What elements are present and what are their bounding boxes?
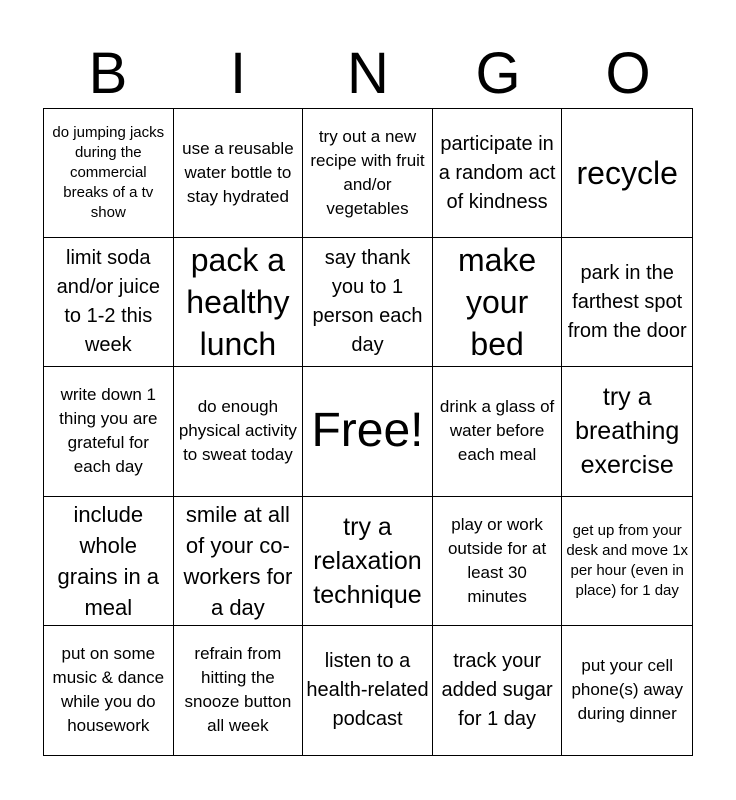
bingo-cell — [433, 238, 563, 367]
bingo-cell — [433, 626, 563, 755]
cell-text: refrain from hitting the snooze button all week — [184, 644, 292, 736]
cell-text: do jumping jacks during the commercial breaks of a tv show — [52, 124, 165, 222]
bingo-cell — [562, 626, 692, 755]
bingo-cell — [303, 109, 433, 238]
cell-text: say thank you to 1 person each day — [312, 247, 423, 357]
cell-text: limit soda and/or juice to 1-2 this week — [56, 247, 160, 357]
bingo-cell — [562, 109, 692, 238]
cell-text: drink a glass of water before each meal — [439, 397, 555, 465]
bingo-header — [43, 40, 693, 108]
bingo-cell — [562, 367, 692, 496]
bingo-cell — [44, 367, 174, 496]
cell-text: pack a healthy lunch — [186, 242, 290, 363]
cell-text: get up from your desk and move 1x per hour (even in place) for 1 day — [566, 521, 689, 599]
bingo-cell — [303, 626, 433, 755]
cell-text: use a reusable water bottle to stay hydrated — [182, 139, 294, 207]
bingo-cell — [303, 497, 433, 626]
bingo-cell — [174, 367, 304, 496]
header-letter-i: I — [229, 41, 247, 106]
bingo-cell — [44, 626, 174, 755]
bingo-cell — [174, 626, 304, 755]
bingo-cell — [303, 367, 433, 496]
cell-text: park in the farthest spot from the door — [567, 261, 687, 342]
cell-text: include whole grains in a meal — [57, 501, 160, 620]
cell-text: put your cell phone(s) away during dinner — [571, 656, 683, 724]
cell-text: try a relaxation technique — [313, 512, 422, 609]
free-space: Free! — [311, 404, 424, 458]
cell-text: write down 1 thing you are grateful for each day — [59, 385, 158, 477]
cell-text: try out a new recipe with fruit and/or vegetables — [310, 127, 425, 219]
cell-text: play or work outside for at least 30 minutes — [447, 514, 547, 606]
bingo-cell — [433, 109, 563, 238]
bingo-cell — [44, 497, 174, 626]
cell-text: do enough physical activity to sweat today — [178, 397, 297, 465]
cell-text: make your bed — [457, 242, 537, 363]
bingo-cell — [303, 238, 433, 367]
cell-text: put on some music & dance while you do housework — [52, 644, 165, 736]
bingo-cell — [44, 238, 174, 367]
header-letter-b: B — [88, 41, 128, 106]
cell-text: try a breathing exercise — [575, 383, 680, 480]
header-letter-g: G — [475, 41, 521, 106]
cell-text: listen to a health-related podcast — [306, 649, 429, 730]
bingo-cell — [174, 238, 304, 367]
bingo-cell — [562, 238, 692, 367]
bingo-cell — [44, 109, 174, 238]
bingo-grid — [43, 108, 693, 756]
cell-text: smile at all of your co-workers for a day — [183, 501, 293, 620]
bingo-cell — [174, 497, 304, 626]
cell-text: track your added sugar for 1 day — [441, 649, 553, 730]
bingo-cell — [433, 367, 563, 496]
cell-text: recycle — [576, 155, 678, 192]
bingo-cell — [562, 497, 692, 626]
header-letter-n: N — [347, 41, 389, 106]
bingo-cell — [174, 109, 304, 238]
header-letter-o: O — [605, 41, 651, 106]
cell-text: participate in a random act of kindness — [438, 132, 556, 213]
bingo-cell — [433, 497, 563, 626]
